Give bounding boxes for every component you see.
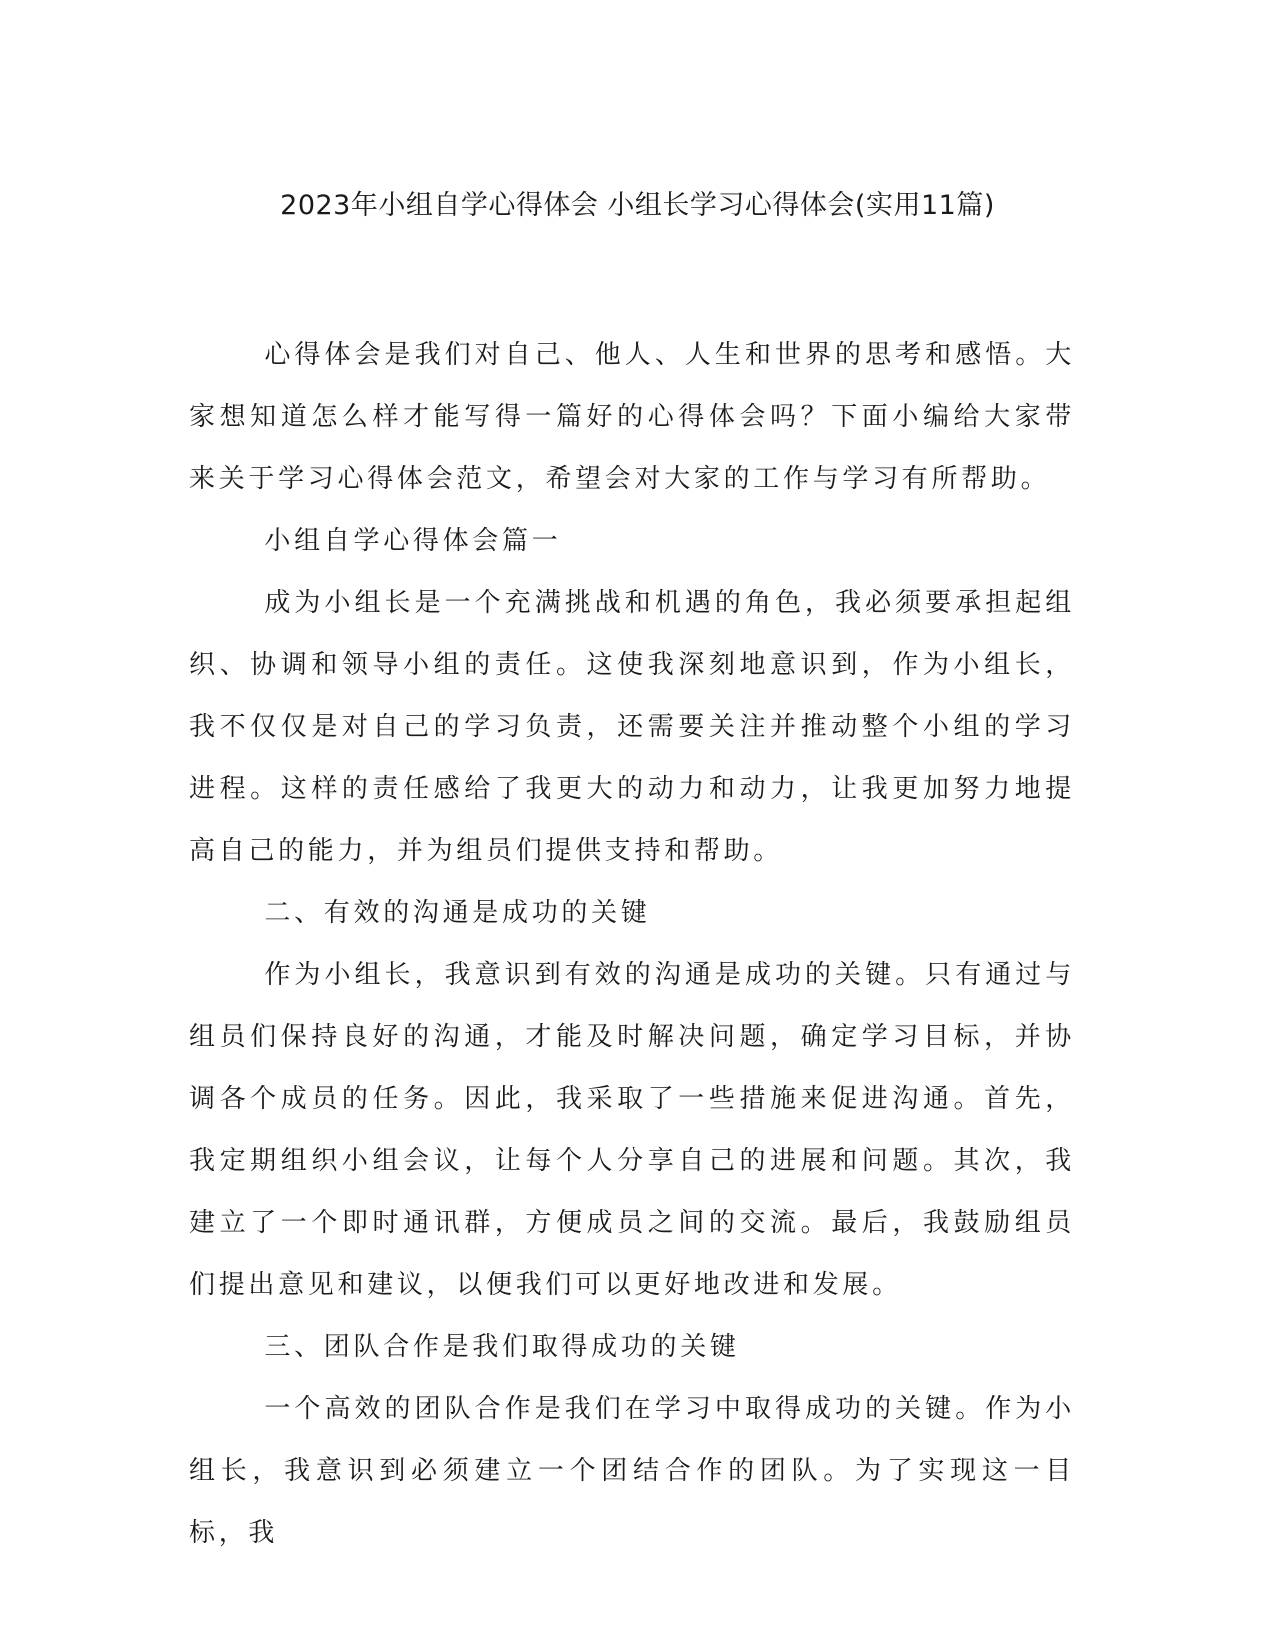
body-paragraph: 一个高效的团队合作是我们在学习中取得成功的关键。作为小组长，我意识到必须建立一个团结合作的团队。为了实现这一目标，我 <box>189 1394 1075 1548</box>
intro-paragraph: 心得体会是我们对自己、他人、人生和世界的思考和感悟。大家想知道怎么样才能写得一篇好的心得体会吗？下面小编给大家带来关于学习心得体会范文，希望会对大家的工作与学习有所帮助。 <box>189 340 1075 494</box>
body-paragraph: 作为小组长，我意识到有效的沟通是成功的关键。只有通过与组员们保持良好的沟通，才能及时解决问题，确定学习目标，并协调各个成员的任务。因此，我采取了一些措施来促进沟通。首先，我定期组织小组会议，让每个人分享自己的进展和问题。其次，我建立了一个即时通讯群，方便成员之间的交流。最后，我鼓励组员们提出意见和建议，以便我们可以更好地改进和发展。 <box>189 960 1075 1300</box>
section-heading-communication: 二、有效的沟通是成功的关键 <box>264 898 651 928</box>
section-heading-part-one: 小组自学心得体会篇一 <box>264 526 562 556</box>
section-heading-teamwork: 三、团队合作是我们取得成功的关键 <box>264 1332 740 1362</box>
body-paragraph: 成为小组长是一个充满挑战和机遇的角色，我必须要承担起组织、协调和领导小组的责任。这使我深刻地意识到，作为小组长，我不仅仅是对自己的学习负责，还需要关注并推动整个小组的学习进程。这样的责任感给了我更大的动力和动力，让我更加努力地提高自己的能力，并为组员们提供支持和帮助。 <box>189 588 1075 866</box>
document-body <box>189 324 1075 1564</box>
document-title: 2023年小组自学心得体会 小组长学习心得体会(实用11篇) <box>280 190 995 221</box>
